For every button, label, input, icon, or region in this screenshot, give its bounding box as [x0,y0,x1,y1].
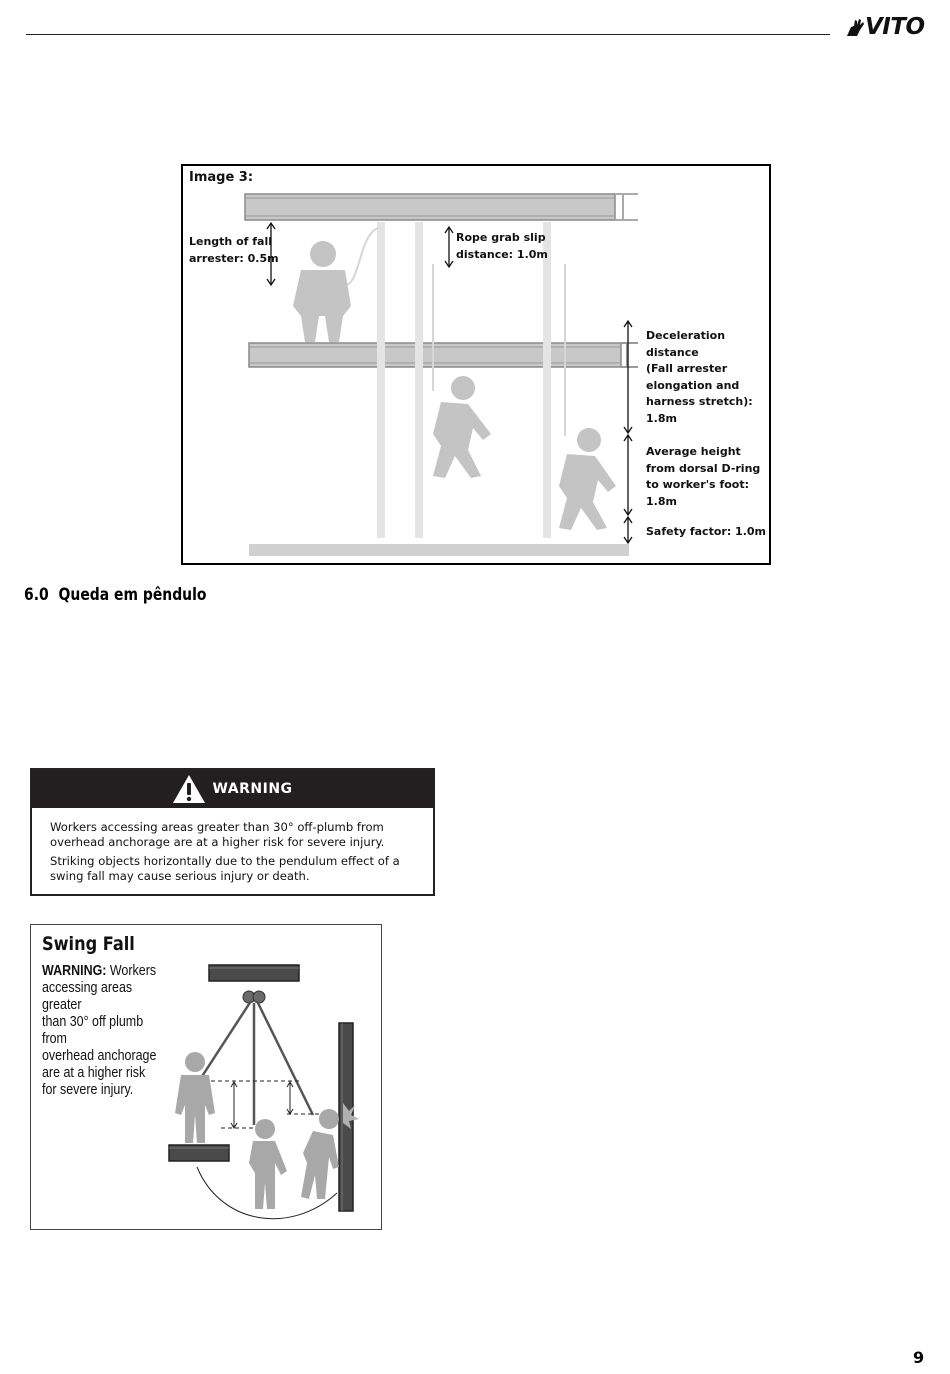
warning-paragraph: Workers accessing areas greater than 30° off-plumb from overhead anchorage are at a higher risk for severe injury. [50,820,385,849]
worker-standing-icon [293,241,351,342]
worker-falling-icon [433,376,491,478]
swing-fall-title: Swing Fall [42,933,135,955]
worker-striking-wall-icon [301,1109,339,1199]
label-deceleration-distance: Deceleration distance (Fall arrester elongation and harness stretch): 1.8m [646,329,753,425]
label-safety-factor: Safety factor: 1.0m [646,525,766,538]
lanyard-lines [199,1001,313,1125]
label-fall-arrester-length: Length of fall arrester: 0.5m [189,235,279,265]
warning-triangle-icon [172,774,206,804]
brand-name: VITO [865,14,925,40]
ledge-beam [169,1145,229,1161]
brand-logo [845,14,925,40]
overhead-beam [209,965,299,981]
worker-hanging-icon [249,1119,287,1209]
figure-title: Image 3: [189,170,254,185]
ground-slab [249,544,629,556]
warning-box [30,768,435,896]
swing-fall-warning-label: WARNING: [42,963,110,979]
warning-heading: WARNING [212,781,293,797]
section-number: 6.0 [24,585,49,605]
hand-icon [845,17,865,37]
swing-fall-warning-text: WARNING: Workers accessing areas greater than 30° off plumb from overhead anchorage are at a higher risk for severe injury. [42,963,157,1098]
section-title: Queda em pêndulo [58,585,207,605]
header-rule [26,34,830,35]
label-average-height: Average height from dorsal D-ring to worker's foot: 1.8m [646,445,761,508]
label-rope-grab-slip: Rope grab slip distance: 1.0m [456,231,548,261]
warning-body [32,808,433,883]
section-heading [24,585,206,605]
swing-fall-diagram [31,925,383,1231]
swing-fall-figure [30,924,382,1230]
page-number: 9 [913,1348,925,1367]
figure-image-3 [181,164,771,565]
anchor-pulley-icon [243,991,265,1003]
top-beam [245,194,638,220]
worker-arrested-icon [559,428,616,530]
warning-header [32,770,433,808]
warning-paragraph: Striking objects horizontally due to the pendulum effect of a swing fall may cause serious injury or death. [50,854,400,883]
middle-beam [249,343,638,367]
